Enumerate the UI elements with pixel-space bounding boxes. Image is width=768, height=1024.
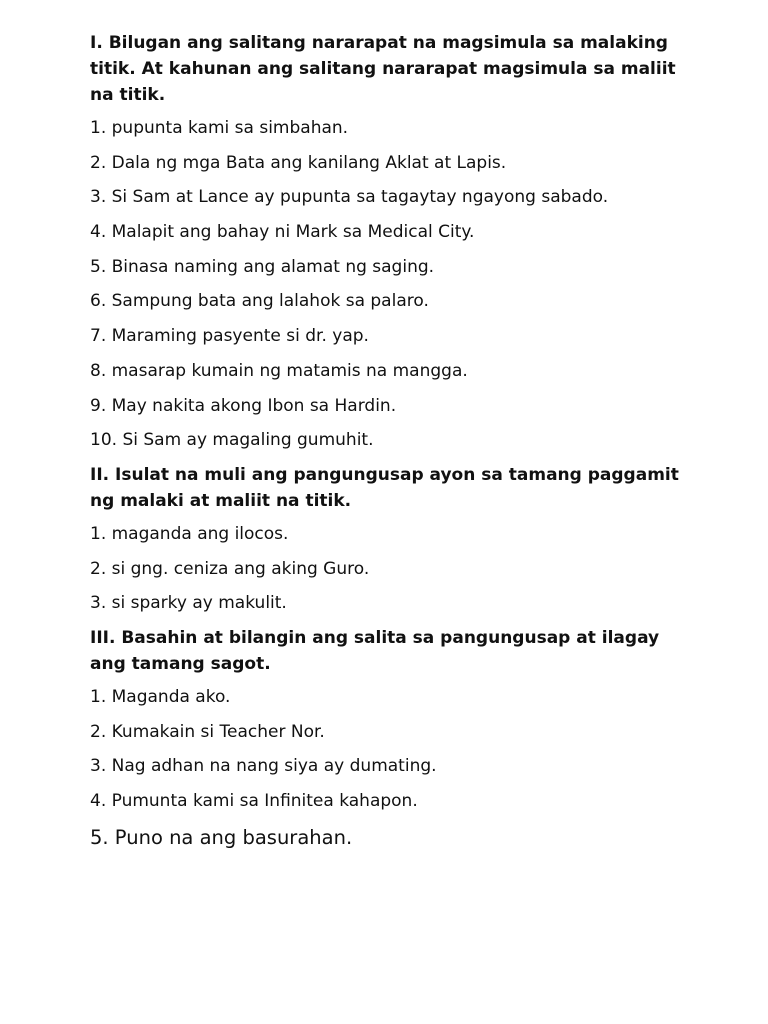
list-item: 2. Kumakain si Teacher Nor.	[90, 721, 325, 742]
section-2	[90, 462, 690, 616]
section-heading: I. Bilugan ang salitang nararapat na magsimula sa malaking titik. At kahunan ang salitang nararapat magsimula sa maliit na titik.	[90, 33, 676, 105]
list-item: 2. Dala ng mga Bata ang kanilang Aklat at Lapis.	[90, 152, 507, 173]
list-item: 9. May nakita akong Ibon sa Hardin.	[90, 395, 397, 416]
list-item: 10. Si Sam ay magaling gumuhit.	[90, 430, 374, 451]
section-1	[90, 30, 690, 453]
list-item: 4. Pumunta kami sa Infinitea kahapon.	[90, 791, 418, 811]
list-item: 4. Malapit ang bahay ni Mark sa Medical City.	[90, 222, 475, 243]
list-item: 3. Nag adhan na nang siya ay dumating.	[90, 756, 437, 777]
list-item: 5. Puno na ang basurahan.	[90, 825, 353, 849]
section-3	[90, 625, 690, 853]
section-heading: II. Isulat na muli ang pangungusap ayon sa tamang paggamit ng malaki at maliit na titik.	[90, 464, 679, 511]
list-item: 1. pupunta kami sa simbahan.	[90, 118, 349, 138]
list-item: 6. Sampung bata ang lalahok sa palaro.	[90, 291, 429, 312]
list-item: 2. si gng. ceniza ang aking Guro.	[90, 558, 370, 579]
list-item: 3. Si Sam at Lance ay pupunta sa tagaytay ngayong sabado.	[90, 187, 609, 208]
list-item: 7. Maraming pasyente si dr. yap.	[90, 326, 369, 347]
list-item: 3. si sparky ay makulit.	[90, 593, 287, 614]
list-item: 8. masarap kumain ng matamis na mangga.	[90, 360, 468, 381]
list-item: 5. Binasa naming ang alamat ng saging.	[90, 256, 435, 277]
list-item: 1. maganda ang ilocos.	[90, 523, 289, 544]
section-heading: III. Basahin at bilangin ang salita sa pangungusap at ilagay ang tamang sagot.	[90, 627, 660, 674]
worksheet	[90, 30, 690, 861]
list-item: 1. Maganda ako.	[90, 686, 231, 707]
